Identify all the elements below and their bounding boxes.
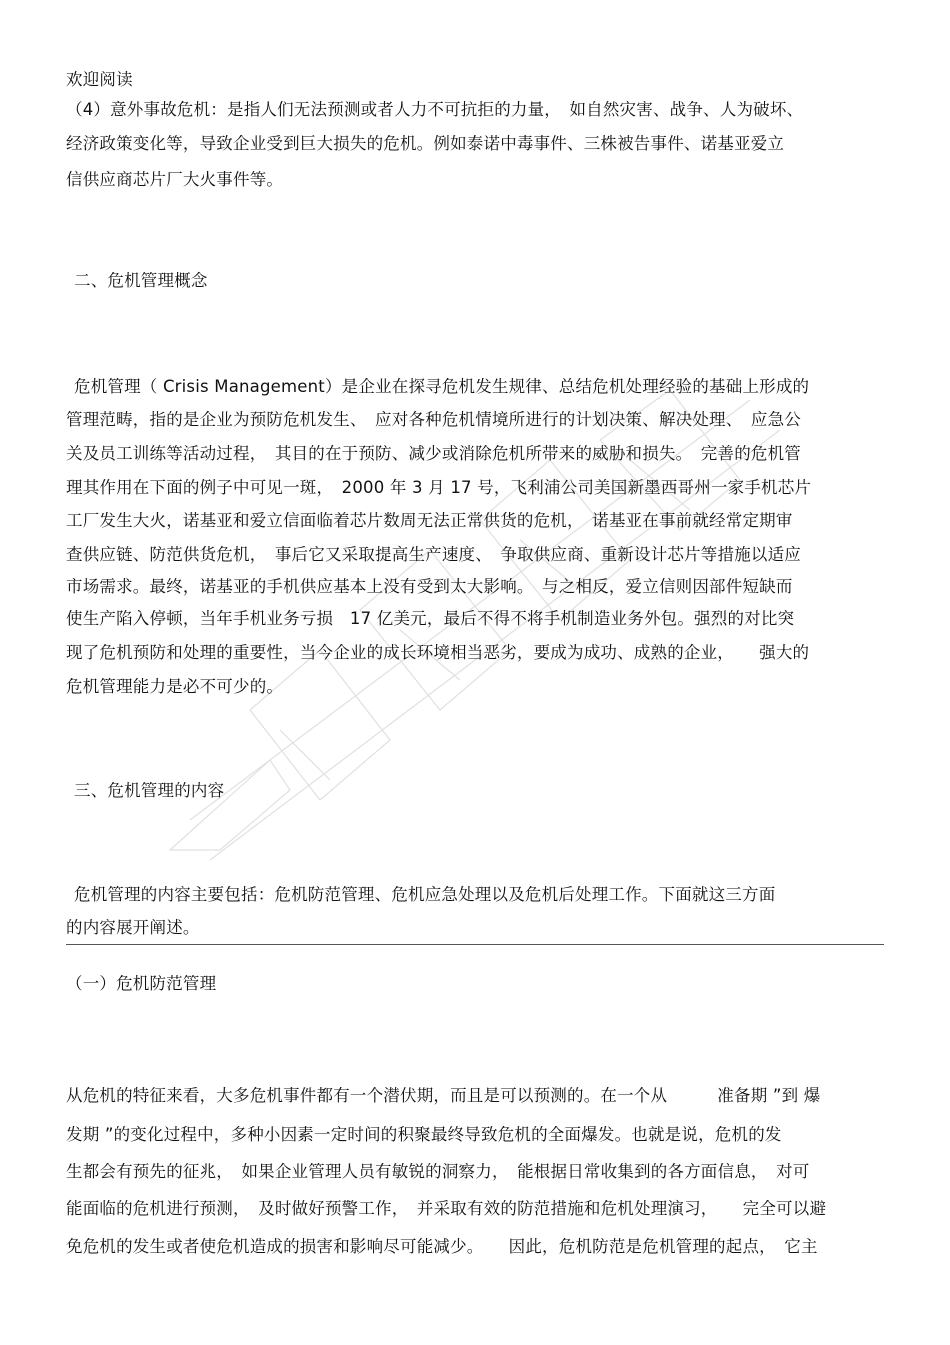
paragraph-line: 管理范畴，指的是企业为预防危机发生、 应对各种危机情境所进行的计划决策、解决处理、 应急公 bbox=[66, 410, 801, 429]
paragraph-line: 的内容展开阐述。 bbox=[66, 918, 200, 937]
paragraph-line: 关及员工训练等活动过程， 其目的在于预防、减少或消除危机所带来的威胁和损失。 完善的危机管 bbox=[66, 444, 801, 463]
paragraph-line: 发期 ”的变化过程中，多种小因素一定时间的积聚最终导致危机的全面爆发。也就是说，危机的发 bbox=[66, 1125, 782, 1144]
paragraph-line: 从危机的特征来看，大多危机事件都有一个潜伏期，而且是可以预测的。在一个从 准备期 ”到 爆 bbox=[66, 1086, 821, 1105]
paragraph-line: 信供应商芯片厂大火事件等。 bbox=[66, 170, 284, 189]
paragraph-line: 使生产陷入停顿，当年手机业务亏损 17 亿美元，最后不得不将手机制造业务外包。强烈的对比突 bbox=[66, 609, 795, 628]
paragraph-line: （4）意外事故危机：是指人们无法预测或者人力不可抗拒的力量， 如自然灾害、战争、人为破坏、 bbox=[66, 100, 804, 119]
horizontal-divider bbox=[66, 944, 884, 945]
paragraph-line: 经济政策变化等，导致企业受到巨大损失的危机。例如泰诺中毒事件、三株被告事件、诺基亚爱立 bbox=[66, 134, 785, 153]
paragraph-line: 危机管理（ Crisis Management）是企业在探寻危机发生规律、总结危机处理经验的基础上形成的 bbox=[74, 377, 810, 396]
paragraph-line: 生都会有预先的征兆， 如果企业管理人员有敏锐的洞察力， 能根据日常收集到的各方面信息， 对可 bbox=[66, 1162, 810, 1181]
paragraph-line: 能面临的危机进行预测， 及时做好预警工作， 并采取有效的防范措施和危机处理演习， 完全可以避 bbox=[66, 1199, 827, 1218]
subsection-heading: （一）危机防范管理 bbox=[66, 974, 217, 993]
paragraph-line: 理其作用在下面的例子中可见一斑， 2000 年 3 月 17 号，飞利浦公司美国新墨西哥州一家手机芯片 bbox=[66, 478, 812, 497]
section-heading: 二、危机管理概念 bbox=[74, 271, 208, 290]
paragraph-line: 查供应链、防范供货危机， 事后它又采取提高生产速度、 争取供应商、重新设计芯片等措施以适应 bbox=[66, 545, 801, 564]
paragraph-line: 危机管理的内容主要包括：危机防范管理、危机应急处理以及危机后处理工作。下面就这三方面 bbox=[74, 885, 776, 904]
paragraph-line: 工厂发生大火，诺基亚和爱立信面临着芯片数周无法正常供货的危机， 诺基亚在事前就经常定期审 bbox=[66, 511, 793, 530]
paragraph-line: 现了危机预防和处理的重要性，当今企业的成长环境相当恶劣，要成为成功、成熟的企业， 强大的 bbox=[66, 643, 810, 662]
section-heading: 三、危机管理的内容 bbox=[74, 781, 225, 800]
paragraph-line: 危机管理能力是必不可少的。 bbox=[66, 677, 284, 696]
paragraph-line: 免危机的发生或者使危机造成的损害和影响尽可能减少。 因此，危机防范是危机管理的起点， 它主 bbox=[66, 1237, 818, 1256]
paragraph-line: 市场需求。最终，诺基亚的手机供应基本上没有受到太大影响。 与之相反，爱立信则因部件短缺而 bbox=[66, 577, 793, 596]
welcome-header: 欢迎阅读 bbox=[66, 70, 133, 89]
